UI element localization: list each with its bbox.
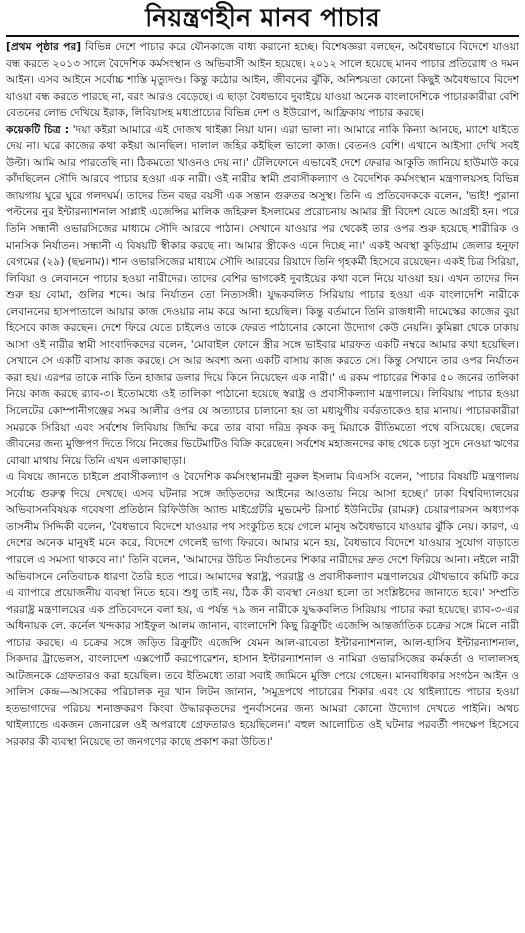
paragraph-intro-text: বিভিন্ন দেশে পাচার করে যৌনকাজে বাধ্য করানো হচ্ছে। বিশেষজ্ঞরা বলছেন, অবৈধভাবে বিদেশে যাওয়া বন্ধ করতে ২০১৩ সালে বৈদেশিক কর্মসংস্থান ও অভিবাসী আইন হয়েছে। ২০১২ সালে হয়েছে মানব পাচার প্রতিরোধ ও দমন আইন। এসব আইনে সর্বোচ্চ শাস্তি মৃত্যুদণ্ড। কিন্তু কঠোর আইন, জীবনের ঝুঁকি, অনিশ্চয়তা কোনো কিছুই অবৈধভাবে বিদেশ যাওয়া বন্ধ করতে পারছে না, বরং আরও বেড়েছে। এ ছাড়া বৈধভাবে দুবাইয়ে যাওয়া অনেক বাংলাদেশিকে পাচারকারীরা বেশি বেতনের লোভ দেখিয়ে ইরাক, লিবিয়াসহ মধ্যপ্রাচ্যের বিভিন্ন দেশ ও ইউরোপ, আফ্রিকায় পাচার করছে।: [6, 41, 520, 120]
headline-divider: [6, 35, 519, 37]
paragraph-responses: [6, 469, 519, 750]
paragraph-cases: [6, 122, 519, 469]
paragraph-responses-text: এ বিষয়ে জানতে চাইলে প্রবাসীকল্যাণ ও বৈদেশিক কর্মসংস্থানমন্ত্রী নুরুল ইসলাম বিএসসি বলেন, 'পাচার বিষয়টি মন্ত্রণালয় সর্বোচ্চ গুরুত্ব দিয়ে দেখছে। এসব ঘটনার সঙ্গে জড়িতদের আইনের আওতায় নিয়ে আসা হচ্ছে।' ঢাকা বিশ্ববিদ্যালয়ের অভিবাসনবিষয়ক গবেষণা প্রতিষ্ঠান রিফিউজি অ্যান্ড মাইগ্রেটরি মুভমেন্ট রিসার্চ ইউনিটের (রামরু) চেয়ারপারসন অধ্যাপক তাসনীম সিদ্দিকী বলেন, 'বৈধভাবে বিদেশে যাওয়ার পথ সংকুচিত হয়ে গেলে মানুষ অবৈধভাবে যাওয়ার ঝুঁকি নেয়। কারণ, এ দেশের অনেক মানুষই মনে করে, বিদেশে গেলেই ভাগ্য ফিরবে। আমার মনে হয়, বৈধভাবে বিদেশে যাওয়ার সুযোগ বাড়াতে পারলে এ সমস্যা থাকবে না।' তিনি বলেন, 'আমাদের উচিত নির্যাতনের শিকার নারীদের দ্রুত দেশে ফিরিয়ে আনা। নইলে নারী অভিবাসনে নেতিবাচক ধারণা তৈরি হতে পারে। আমাদের স্বরাষ্ট্র, পররাষ্ট্র ও প্রবাসীকল্যাণ মন্ত্রণালয়ের যৌথভাবে কমিটি করে এ ব্যাপারে প্রয়োজনীয় ব্যবস্থা নিতে হবে। শুধু তাই নয়, ঠিক কী ব্যবস্থা নেওয়া হলো তা সংশ্লিষ্টদের জানাতে হবে।' সম্প্রতি পররাষ্ট্র মন্ত্রণালয়ের এক প্রতিবেদনে বলা হয়, এ পর্যন্ত ৭৯ জন নারীকে যুদ্ধকবলিত সিরিয়ায় পাচার করা হয়েছে। র‌্যাব-৩-এর অধিনায়ক লে. কর্নেল খন্দকার সাইফুল আলম জানান, বাংলাদেশি কিছু রিক্রুটিং এজেন্সি আন্তর্জাতিক চক্রের সঙ্গে মিলে নারী পাচার করছে। এ চক্রের সঙ্গে জড়িত রিক্রুটিং এজেন্সি যেমন আল-রাবেতা ইন্টারন্যাশনাল, আল-হাসিব ইন্টারন্যাশনাল, সিকদার ট্রাভেলস, বাংলাদেশ এক্সপোর্ট করপোরেশন, হাসান ইন্টারন্যাশনাল ও নামিরা ওভারসিজের কর্মকর্তা ও দালালসহ আটজনকে গ্রেফতারও করা হয়েছিল। তবে ইতিমধ্যে তারা সবাই জামিনে মুক্তি পেয়ে গেছেন। মানবাধিকার সংগঠন আইন ও সালিস কেন্দ্র—আসকের পরিচালক নূর খান লিটন জানান, 'সমুদ্রপথে পাচারের শিকার এবং যে থাইল্যান্ডে পাচার হওয়া হতভাগাদের পরিচয় শনাক্তকরণ কিংবা উদ্ধারকৃতদের পুনর্বাসনের জন্য আমরা কোনো উদ্যোগ দেখতে পাইনি। অথচ থাইল্যান্ডে একজন জেনারেল ওই অপরাধে গ্রেফতারও হয়েছিলেন।' বহুল আলোচিত ওই ঘটনার পরবর্তী পদক্ষেপ হিসেবে সরকার কী ব্যবস্থা নিয়েছে তা জনগণের কাছে প্রকাশ করা উচিত।': [6, 471, 519, 748]
article-headline: নিয়ন্ত্রণহীন মানব পাচার: [145, 3, 380, 32]
continued-from-front-page-tag: [প্রথম পৃষ্ঠার পর]: [6, 41, 82, 53]
article-body: [6, 39, 519, 751]
paragraph-intro: [6, 39, 519, 122]
paragraph-cases-text: 'দয়া কইরা আমারে এই দোজখ থাইক্কা নিয়া যান। এরা ভালা না। আমারে নাকি কিন্যা আনছে, ম্যাশে যাইতে দেয় না। ঘরে কাজের কথা কইয়া আনছিল। দালাল জহির কইছিল ভালো কাজ। বেতনও বেশি। এখানে আইস্যা দেখি সবই উল্টা। আমি আর পারতেছি না। ঠিকমতো খাওনও দেয় না।' টেলিফোনে এভাবেই দেশে ফেরার আকুতি জানিয়ে হাউমাউ করে কাঁদছিলেন সৌদি আরবে পাচার হওয়া এক নারী। ওই নারীর স্বামী প্রবাসীকল্যাণ ও বৈদেশিক কর্মসংস্থান মন্ত্রণালয়সহ বিভিন্ন জায়গায় ঘুরে ঘুরে গলদঘর্ম। তাদের তিন বছর বয়সী এক সন্তান গুরুতর অসুস্থ। তিনি এ প্রতিবেদককে বলেন, 'ভাই! পুরানা পল্টনের নুর ইন্টারন্যাশনাল সাপ্লাই এজেন্সির মালিক জহিরুল ইসলামের প্ররোচনায় আমার স্ত্রী বিদেশ যেতে আগ্রহী হন। পরে তিনি সন্ধানী ওভারসিজের মাধ্যমে সৌদি আরবে পাঠান। সেখানে যাওয়ার পর থেকেই তার ওপর শুরু হয়েছে শারীরিক ও মানসিক নির্যাতন। সন্ধানী এ বিষয়টি স্বীকার করছে না। আমার স্ত্রীকেও এনে দিচ্ছে না।' একই অবস্থা কুড়িগ্রাম জেলার হনুফা বেগমের (২৯) (ছদ্মনাম)। শান ওভারসিজের মাধ্যমে সৌদি আরবের রিয়াদে তিনি গৃহকর্মী হিসেবে রয়েছেন। একই চিত্র সিরিয়া, লিবিয়া ও লেবাননে পাচার হওয়া নারীদের। তাদের বেশির ভাগকেই দুবাইয়ের কথা বলে নিয়ে যাওয়া হয়। এখন তাদের দিন শুরু হয় বোমা, গুলির শব্দে। আর নির্যাতন তো নিত্যসঙ্গী। যুদ্ধকবলিত সিরিয়ায় পাচার হওয়া এক বাংলাদেশি নারীকে লেবাননের হাসপাতালে আয়ার কাজ দেওয়ার নাম করে আনা হয়েছিল। কিন্তু বর্তমানে তিনি রাজধানী দামেস্কের কাজের বুয়া হিসেবে কাজ করছেন। দেশে ফিরে যেতে চাইলেও তাকে ফেরত পাঠানোর কোনো উদ্যোগ কেউ নেয়নি। কুমিল্লা থেকে ঢাকায় আসা ওই নারীর স্বামী সাংবাদিকদের বলেন, 'মোবাইল ফোনে স্ত্রীর সঙ্গে ভাইবার মারফত একটি নম্বরে আমার কথা হয়েছিল। সেখানে সে একটি বাসায় কাজ করছে। সে আর অবশ্য অন্য একটি বাসায় কাজ করতে সে। কিন্তু সেখানে তার ওপর নির্যাতন করা হয়। এরপর তাকে নাকি তিন হাজার ডলার দিয়ে কিনে নিয়েছেন এক নারী।' এ রকম পাচারের শিকার ৫০ জনের তালিকা নিয়ে কাজ করছে র‌্যাব-৩। ইতোমধ্যে ওই তালিকা পাঠানো হয়েছে স্বরাষ্ট্র ও প্রবাসীকল্যাণ মন্ত্রণালয়ে। লিবিয়ায় পাচার হওয়া সিলেটের কোম্পানীগঞ্জের সমর আলীর ওপর যে অত্যাচার চালানো হয় তা মধ্যযুগীয় বর্বরতাকেও হার মানায়। পাচারকারীরা সমরকে সিরিয়া এবং সর্বশেষ লিবিয়ায় জিম্মি করে তার বাবা দরিদ্র কৃষক কদু মিয়াকে রীতিমতো পথে বসিয়েছে। ছেলের জীবনের জন্য মুক্তিপণ দিতে গিয়ে নিজের ভিটেমাটিও বিক্রি করেছেন। সর্বশেষ মহাজনদের কাছ থেকে চড়া সুদে নেওয়া ঋণের বোঝা মাথায় নিয়ে তিনি এখন এলাকাছাড়া।: [6, 123, 519, 467]
section-subhead: কয়েকটি চিত্র :: [6, 123, 69, 136]
